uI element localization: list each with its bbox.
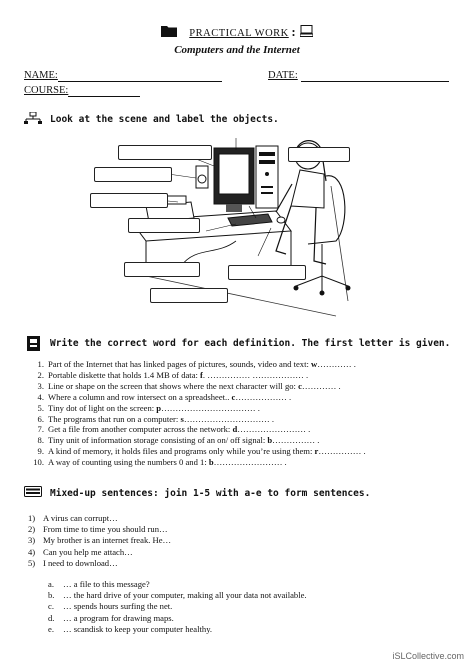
item-text: A way of counting using the numbers 0 and 1:: [48, 457, 209, 468]
item-number: 9.: [37, 446, 44, 457]
item-first-letter: b: [208, 457, 214, 468]
section2-instruction: Write the correct word for each definition. The first letter is given.: [50, 338, 451, 349]
item-number: 6.: [37, 413, 44, 424]
item-first-letter: w: [311, 359, 318, 369]
sentence-start: [28, 559, 118, 568]
sentence-text: From time to time you should run…: [43, 524, 168, 535]
definition-item: [30, 371, 308, 380]
definition-item: [30, 393, 291, 402]
definition-item: [30, 382, 341, 391]
label-box-2[interactable]: [94, 167, 172, 182]
item-text: Get a file from another computer across the network:: [48, 424, 233, 435]
item-answer-blank[interactable]: ……………… .: [235, 391, 292, 402]
sentence-text: A virus can corrupt…: [43, 513, 118, 523]
item-number: 1.: [37, 359, 44, 369]
sentence-number: 4): [28, 546, 36, 557]
item-first-letter: d: [232, 424, 238, 435]
sentence-text: My brother is an internet freak. He…: [43, 535, 172, 546]
sentence-ending: [48, 602, 172, 611]
item-text: Line or shape on the screen that shows where the next character will go:: [48, 380, 299, 391]
page-title: PRACTICAL WORK: [189, 28, 289, 39]
definition-item: [30, 458, 287, 467]
item-first-letter: b: [267, 435, 273, 446]
item-answer-blank[interactable]: ………… .: [317, 359, 356, 369]
book-icon: [27, 336, 40, 351]
item-number: 2.: [37, 369, 44, 380]
item-text: Portable diskette that holds 1.4 MB of data:: [48, 369, 201, 380]
definition-item: [30, 425, 310, 434]
definition-item: [30, 415, 274, 424]
date-label: DATE:: [268, 70, 298, 81]
definition-item: [30, 404, 260, 413]
title-row: [0, 24, 474, 40]
footer-credit: iSLCollective.com: [392, 651, 464, 661]
page-subtitle: Computers and the Internet: [174, 44, 300, 56]
item-number: 7.: [37, 424, 44, 435]
section1-instruction: Look at the scene and label the objects.: [50, 114, 279, 125]
ending-letter: e.: [48, 623, 54, 634]
sentence-start: [28, 536, 171, 545]
course-label: COURSE:: [24, 85, 69, 96]
item-first-letter: s: [180, 413, 184, 424]
sentence-ending: [48, 614, 174, 623]
item-text: The programs that run on a computer:: [48, 413, 181, 424]
item-answer-blank[interactable]: …………………… .: [213, 457, 287, 468]
item-text: Tiny unit of information storage consisting of an on/ off signal:: [48, 435, 268, 446]
item-text: Where a column and row intersect on a spreadsheet..: [48, 391, 232, 402]
item-number: 8.: [37, 435, 44, 446]
item-number: 10.: [33, 457, 44, 468]
name-label: NAME:: [24, 70, 58, 81]
ending-letter: b.: [48, 590, 55, 601]
definition-item: [30, 436, 319, 445]
ending-letter: c.: [48, 601, 54, 612]
item-number: 3.: [37, 380, 44, 391]
definition-item: [30, 360, 356, 369]
ending-text: … a file to this message?: [63, 579, 150, 589]
sentence-text: I need to download…: [43, 557, 118, 568]
item-text: A kind of memory, it holds files and programs only while you’re using them:: [48, 446, 315, 457]
folder-icon: [161, 25, 177, 37]
name-line[interactable]: [58, 81, 222, 82]
item-number: 4.: [37, 391, 44, 402]
network-icon: [24, 112, 42, 125]
item-text: Part of the Internet that has linked pages of pictures, sounds, video and text:: [48, 359, 311, 369]
item-answer-blank[interactable]: …………… .: [272, 435, 320, 446]
item-text: Tiny dot of light on the screen:: [48, 402, 157, 413]
title-colon: :: [291, 24, 296, 39]
item-answer-blank[interactable]: …………………… .: [237, 424, 311, 435]
sentence-start: [28, 525, 168, 534]
date-line[interactable]: [301, 81, 449, 82]
item-answer-blank[interactable]: …………… .: [318, 446, 366, 457]
label-box-8[interactable]: [150, 288, 228, 303]
section3-instruction: Mixed-up sentences: join 1-5 with a-e to form sentences.: [50, 488, 371, 499]
sentence-ending: [48, 591, 307, 600]
item-first-letter: c: [298, 380, 302, 391]
sentence-ending: [48, 625, 212, 634]
label-box-4[interactable]: [288, 147, 350, 162]
keyboard-icon: [24, 486, 42, 497]
sentence-number: 1): [28, 513, 36, 523]
ending-text: … spends hours surfing the net.: [63, 601, 173, 612]
sentence-number: 2): [28, 524, 36, 535]
course-line[interactable]: [68, 96, 140, 97]
label-box-1[interactable]: [118, 145, 212, 160]
ending-letter: a.: [48, 579, 54, 589]
ending-text: … a program for drawing maps.: [63, 612, 174, 623]
label-box-6[interactable]: [124, 262, 200, 277]
item-first-letter: f: [200, 369, 203, 380]
item-answer-blank[interactable]: …………………………… .: [161, 402, 260, 413]
sentence-number: 3): [28, 535, 36, 546]
sentence-start: [28, 548, 133, 557]
item-answer-blank[interactable]: ………… .: [301, 380, 341, 391]
label-box-3[interactable]: [90, 193, 168, 208]
label-box-7[interactable]: [228, 265, 306, 280]
sentence-number: 5): [28, 557, 36, 568]
item-number: 5.: [37, 402, 44, 413]
item-first-letter: p: [156, 402, 162, 413]
sentence-ending: [48, 580, 150, 589]
sentence-start: [28, 514, 118, 523]
item-first-letter: r: [314, 446, 319, 457]
item-first-letter: c: [231, 391, 236, 402]
ending-text: … the hard drive of your computer, making all your data not available.: [63, 590, 307, 601]
item-answer-blank[interactable]: ………………………… .: [183, 413, 275, 424]
sentence-text: Can you help me attach…: [43, 546, 133, 557]
computer-icon: [300, 25, 313, 37]
ending-text: … scandisk to keep your computer healthy.: [63, 623, 213, 634]
item-answer-blank[interactable]: . …………… ……………… .: [202, 369, 309, 380]
definition-item: [30, 447, 366, 456]
label-box-5[interactable]: [128, 218, 200, 233]
ending-letter: d.: [48, 612, 55, 623]
